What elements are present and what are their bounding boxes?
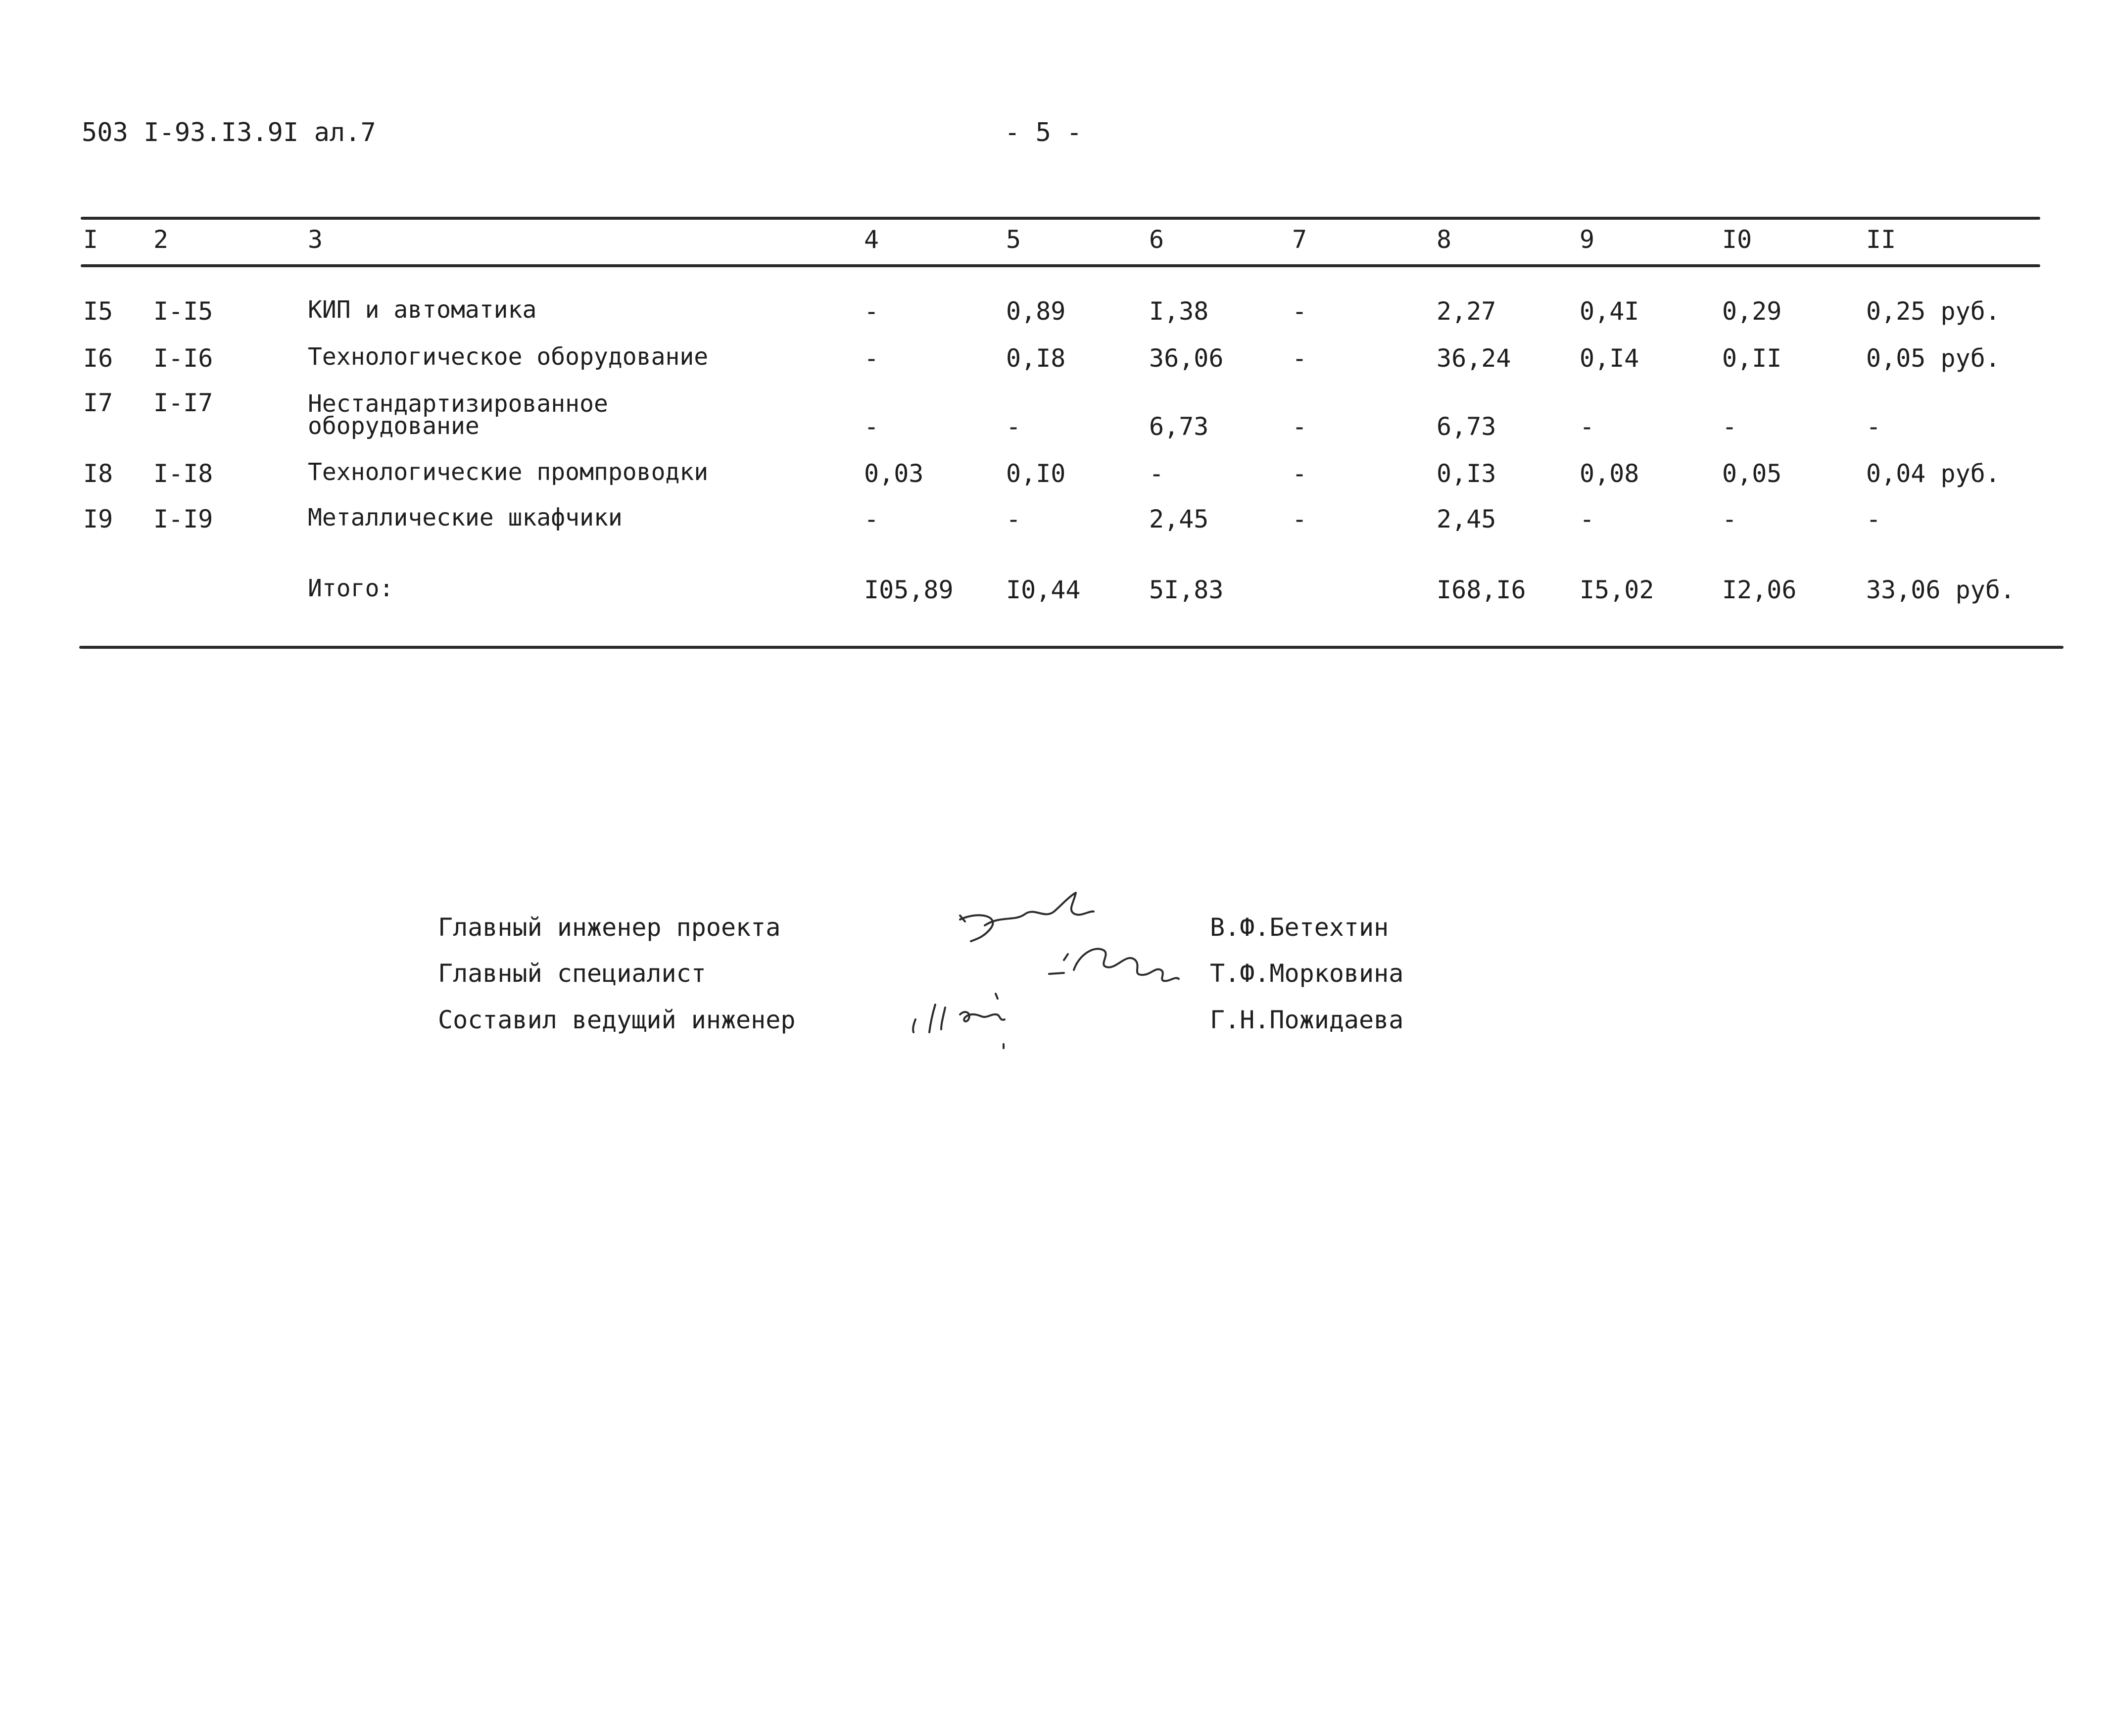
cell-c11: 0,25 руб. — [1866, 297, 2000, 326]
row-code: I-I9 — [153, 505, 213, 533]
document-code: 503 I-93.I3.9I ал.7 — [82, 118, 376, 147]
cell-c8: 2,45 — [1437, 505, 1496, 533]
cell-c7: - — [1292, 505, 1307, 533]
column-number: 5 — [1006, 225, 1021, 254]
cell-c11: - — [1866, 412, 1881, 441]
cell-c8: 2,27 — [1437, 297, 1496, 326]
cell-c7: - — [1292, 344, 1307, 373]
total-c4: I05,89 — [864, 576, 954, 604]
handwritten-signatures — [886, 886, 1202, 1064]
table-bottom-rule — [79, 646, 2064, 649]
row-number: I7 — [83, 388, 113, 417]
row-name-continuation: оборудование — [308, 412, 480, 440]
row-code: I-I8 — [153, 459, 213, 488]
cell-c9: - — [1580, 412, 1595, 441]
row-number: I9 — [83, 505, 113, 533]
row-name: Нестандартизированное — [308, 390, 608, 418]
total-c8: I68,I6 — [1437, 576, 1526, 604]
cell-c6: 6,73 — [1149, 412, 1209, 441]
row-number: I6 — [83, 344, 113, 373]
cell-c5: - — [1006, 505, 1021, 533]
column-number: 9 — [1580, 225, 1595, 254]
column-number: 4 — [864, 225, 879, 254]
table-header-rule — [81, 264, 2040, 267]
column-number: 6 — [1149, 225, 1164, 254]
cell-c9: - — [1580, 505, 1595, 533]
signature-3-stroke — [941, 1008, 945, 1029]
cell-c10: - — [1722, 505, 1737, 533]
row-name: КИП и автоматика — [308, 296, 537, 324]
row-number: I5 — [83, 297, 113, 326]
column-number: 2 — [153, 225, 169, 254]
cell-c5: 0,I0 — [1006, 459, 1066, 488]
cell-c7: - — [1292, 297, 1307, 326]
row-name: Металлические шкафчики — [308, 504, 623, 531]
row-code: I-I6 — [153, 344, 213, 373]
total-label: Итого: — [308, 575, 394, 602]
cell-c5: 0,I8 — [1006, 344, 1066, 373]
table-top-rule — [81, 217, 2040, 220]
cell-c10: 0,II — [1722, 344, 1782, 373]
signoff-title: Составил ведущий инженер — [438, 1006, 796, 1034]
signature-3-stroke — [913, 1019, 915, 1032]
signature-2-stroke — [1064, 954, 1068, 960]
row-code: I-I7 — [153, 388, 213, 417]
signoff-title: Главный инженер проекта — [438, 913, 781, 942]
cell-c5: 0,89 — [1006, 297, 1066, 326]
signoff-name: Г.Н.Пожидаева — [1210, 1006, 1404, 1034]
column-number: I0 — [1722, 225, 1752, 254]
cell-c4: - — [864, 344, 879, 373]
cell-c10: 0,29 — [1722, 297, 1782, 326]
signature-3-stroke — [960, 1012, 1005, 1021]
row-name: Технологическое оборудование — [308, 343, 709, 371]
cell-c9: 0,08 — [1580, 459, 1639, 488]
cell-c4: - — [864, 297, 879, 326]
signoff-name: Т.Ф.Морковина — [1210, 959, 1404, 988]
signature-1-stroke — [985, 893, 1094, 925]
cell-c10: 0,05 — [1722, 459, 1782, 488]
cell-c8: 0,I3 — [1437, 459, 1496, 488]
cell-c5: - — [1006, 412, 1021, 441]
signoff-title: Главный специалист — [438, 959, 706, 988]
column-number: 3 — [308, 225, 323, 254]
cell-c9: 0,4I — [1580, 297, 1639, 326]
signoff-name: В.Ф.Бетехтин — [1210, 913, 1389, 942]
row-code: I-I5 — [153, 297, 213, 326]
column-number: II — [1866, 225, 1896, 254]
total-c10: I2,06 — [1722, 576, 1797, 604]
signature-1-stroke — [960, 915, 993, 941]
row-number: I8 — [83, 459, 113, 488]
signature-3-stroke — [929, 1005, 935, 1032]
cell-c11: - — [1866, 505, 1881, 533]
column-number: 7 — [1292, 225, 1307, 254]
total-c5: I0,44 — [1006, 576, 1081, 604]
page-number: - 5 - — [1005, 118, 1082, 147]
cell-c7: - — [1292, 412, 1307, 441]
total-c9: I5,02 — [1580, 576, 1654, 604]
cell-c8: 6,73 — [1437, 412, 1496, 441]
cell-c6: - — [1149, 459, 1164, 488]
cell-c7: - — [1292, 459, 1307, 488]
signature-2-stroke — [1074, 949, 1179, 981]
cell-c4: - — [864, 505, 879, 533]
cell-c11: 0,04 руб. — [1866, 459, 2000, 488]
cell-c9: 0,I4 — [1580, 344, 1639, 373]
cell-c6: 2,45 — [1149, 505, 1209, 533]
column-number: 8 — [1437, 225, 1452, 254]
cell-c11: 0,05 руб. — [1866, 344, 2000, 373]
signature-3-stroke — [996, 994, 998, 999]
cell-c6: 36,06 — [1149, 344, 1224, 373]
cell-c8: 36,24 — [1437, 344, 1511, 373]
total-c6: 5I,83 — [1149, 576, 1224, 604]
cell-c4: 0,03 — [864, 459, 924, 488]
cell-c10: - — [1722, 412, 1737, 441]
signature-2-stroke — [1049, 973, 1064, 974]
column-number: I — [83, 225, 98, 254]
cell-c4: - — [864, 412, 879, 441]
cell-c6: I,38 — [1149, 297, 1209, 326]
total-c11: 33,06 руб. — [1866, 576, 2016, 604]
row-name: Технологические промпроводки — [308, 458, 709, 486]
